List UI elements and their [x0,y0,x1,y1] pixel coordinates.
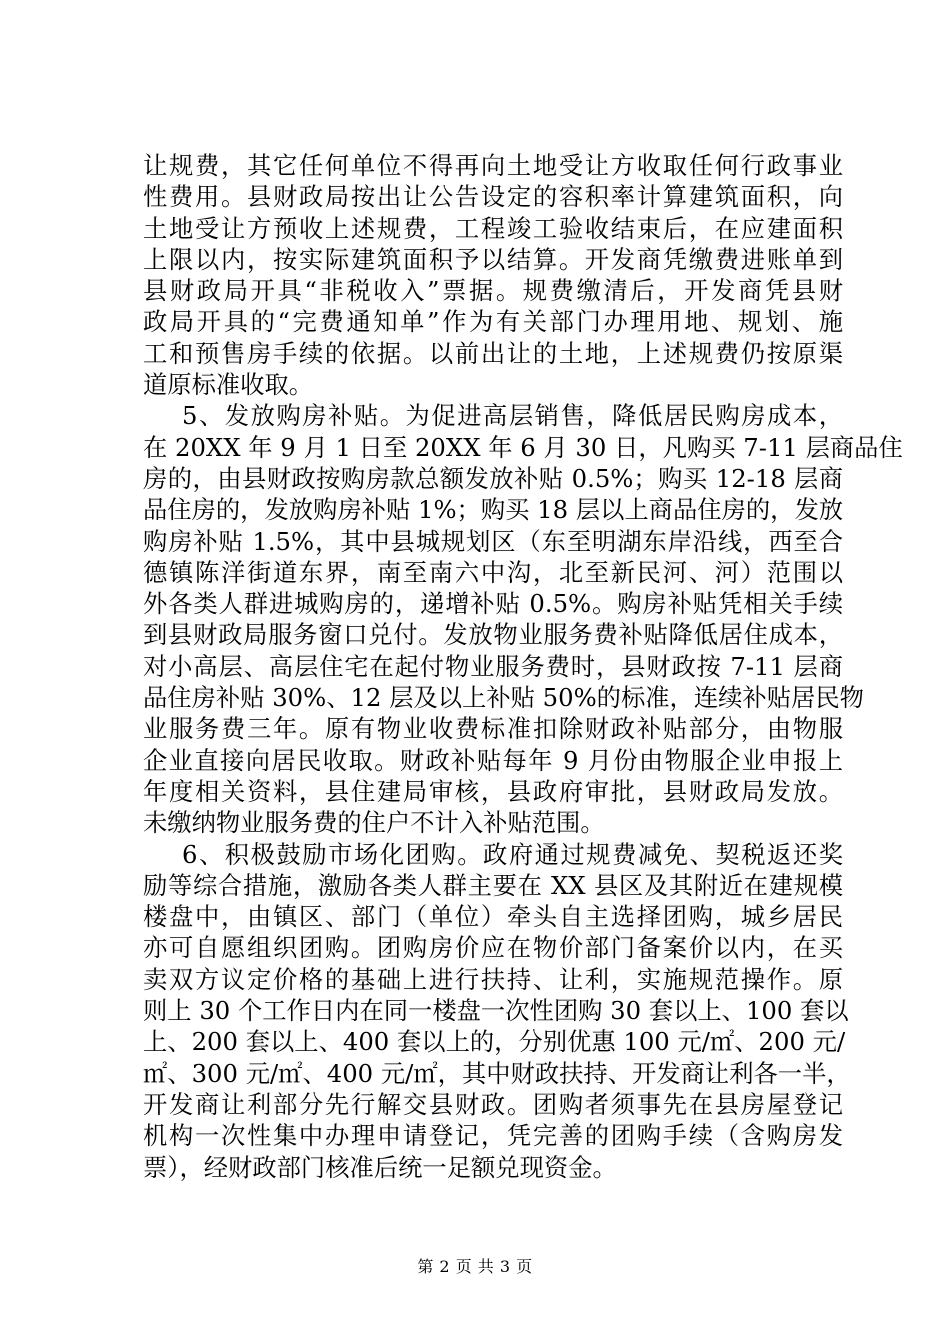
text-line: 到县财政局服务窗口兑付。发放物业服务费补贴降低居住成本， [143,620,843,650]
text-line: 政局开具的“完费通知单”作为有关部门办理用地、规划、施 [143,307,843,337]
text-line: 对小高层、高层住宅在起付物业服务费时，县财政按 7-11 层商 [143,651,843,681]
text-line: ㎡、300 元/㎡、400 元/㎡，其中财政扶持、开发商让利各一半， [143,1058,851,1088]
document-body [143,150,903,1183]
text-line: 工和预售房手续的依据。以前出让的土地，上述规费仍按原渠 [143,338,843,368]
text-line: 票），经财政部门核准后统一足额兑现资金。 [143,1152,617,1182]
text-line: 励等综合措施，激励各类人群主要在 XX 县区及其附近在建规模 [143,870,843,900]
text-line: 5、发放购房补贴。为促进高层销售，降低居民购房成本， [182,401,843,431]
text-line: 德镇陈洋街道东界，南至南六中沟，北至新民河、河）范围以 [143,557,843,587]
text-line: 亦可自愿组织团购。团购房价应在物价部门备案价以内，在买 [143,933,843,963]
text-line: 县财政局开具“非税收入”票据。规费缴清后，开发商凭县财 [143,276,843,306]
text-line: 品住房的，发放购房补贴 1%；购买 18 层以上商品住房的，发放 [143,495,844,525]
text-line: 企业直接向居民收取。财政补贴每年 9 月份由物服企业申报上 [143,745,843,775]
text-line: 业服务费三年。原有物业收费标准扣除财政补贴部分，由物服 [143,714,843,744]
text-line: 上、200 套以上、400 套以上的，分别优惠 100 元/㎡、200 元/ [143,1027,846,1057]
text-line: 楼盘中，由镇区、部门（单位）牵头自主选择团购，城乡居民 [143,902,843,932]
text-line: 上限以内，按实际建筑面积予以结算。开发商凭缴费进账单到 [143,244,843,274]
text-line: 让规费，其它任何单位不得再向土地受让方收取任何行政事业 [143,151,843,180]
text-line: 开发商让利部分先行解交县财政。团购者须事先在县房屋登记 [143,1089,843,1119]
text-line: 年度相关资料，县住建局审核，县政府审批，县财政局发放。 [143,776,843,806]
paragraph [143,839,851,1183]
text-line: 则上 30 个工作日内在同一楼盘一次性团购 30 套以上、100 套以 [143,996,849,1026]
text-line: 6、积极鼓励市场化团购。政府通过规费减免、契税返还奖 [182,839,843,869]
text-line: 道原标准收取。 [143,370,314,400]
text-line: 土地受让方预收上述规费，工程竣工验收结束后，在应建面积 [143,213,843,243]
text-line: 卖双方议定价格的基础上进行扶持、让利，实施规范操作。原 [143,964,843,994]
text-line: 购房补贴 1.5%，其中县城规划区（东至明湖东岸沿线，西至合 [143,526,843,556]
text-line: 房的，由县财政按购房款总额发放补贴 0.5%；购买 12-18 层商 [143,463,843,493]
text-line: 机构一次性集中办理申请登记，凭完善的团购手续（含购房发 [143,1121,843,1151]
text-line: 外各类人群进城购房的，递增补贴 0.5%。购房补贴凭相关手续 [143,589,843,619]
text-line: 在 20XX 年 9 月 1 日至 20XX 年 6 月 30 日，凡购买 7-11 层商品住 [143,432,903,462]
text-line: 未缴纳物业服务费的住户不计入补贴范围。 [143,808,605,838]
text-line: 性费用。县财政局按出让公告设定的容积率计算建筑面积，向 [143,182,843,212]
text-line: 品住房补贴 30%、12 层及以上补贴 50%的标准，连续补贴居民物 [143,683,864,713]
paragraph [143,150,843,400]
page-footer: 第 2 页 共 3 页 [417,1257,533,1276]
paragraph [143,400,903,838]
